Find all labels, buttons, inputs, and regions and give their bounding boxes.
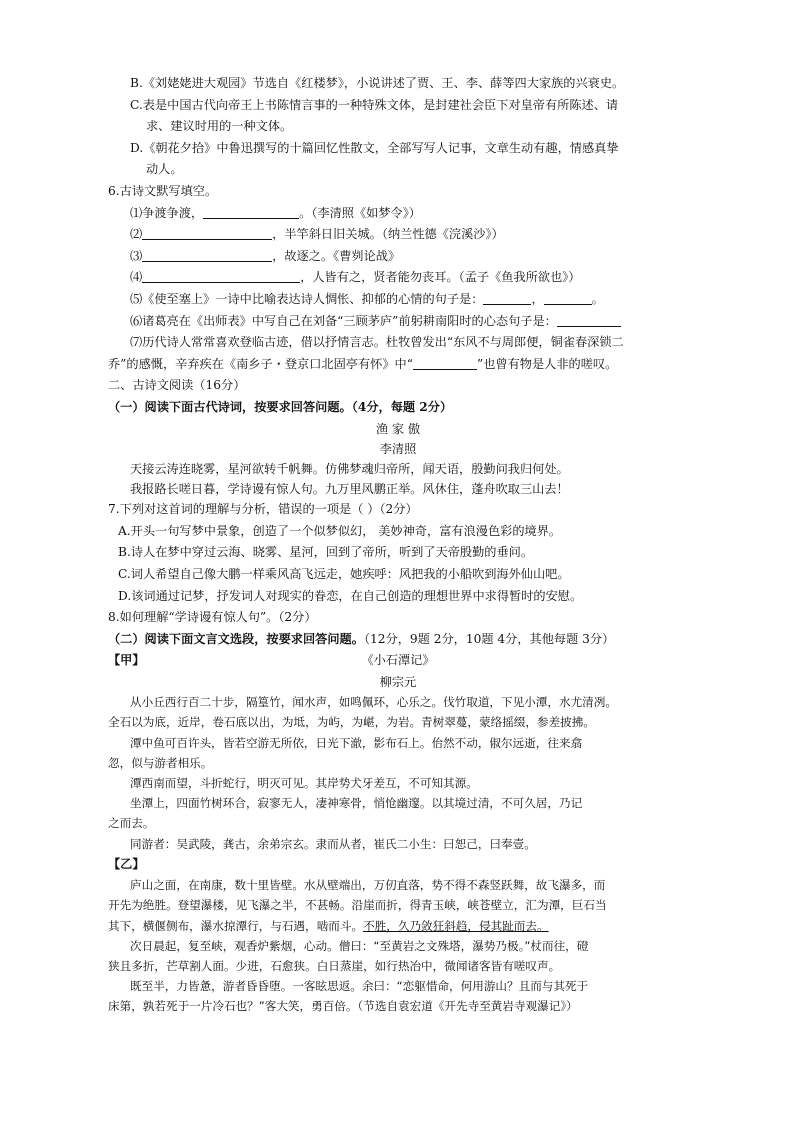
passage-jia-para-2-cont: 忽，似与游者相乐。 <box>108 755 213 770</box>
q5-option-c-cont: 求、建议时用的一种文体。 <box>146 119 293 134</box>
q6-title: 6.古诗文默写填空。 <box>108 183 218 198</box>
q5-option-b: B.《刘姥姥进大观园》节选自《红楼梦》，小说讲述了贾、王、李、薛等四大家族的兴衰史。 <box>130 76 625 90</box>
answer-blank[interactable] <box>142 247 272 262</box>
passage-jia-para-4: 坐潭上，四面竹树环合，寂寥无人，凄神寒骨，悄怆幽邃。以其境过清，不可久居，乃记 <box>130 796 583 811</box>
q7-stem: 7.下列对这首词的理解与分析，错误的一项是（ ）（2分） <box>108 502 418 517</box>
answer-blank[interactable] <box>142 225 272 240</box>
part-1-title: （一）阅读下面古代诗词，按要求回答问题。（4分，每题 2分） <box>108 399 453 414</box>
passage-yi-para-1-cont: 开先为绝胜。登望瀑楼，见飞瀑之半，不甚畅。沿崖而折，得青玉峡，峡苍壁立，汇为潭，巨石当 <box>108 898 607 913</box>
passage-yi-para-1: 庐山之面，在南康，数十里皆壁。水从壁端出，万仞直落，势不得不森竖跃舞，故飞瀑多，而 <box>130 878 606 893</box>
poem-line-2: 我报路长嗟日暮，学诗谩有惊人句。九万里风鹏正举。风休住，蓬舟吹取三山去！ <box>130 482 569 497</box>
passage-yi-para-2: 次日晨起，复至峡，观香炉紫烟，心动。僧曰：“至黄岩之文殊塔，瀑势乃极。”杖而往，磴 <box>130 938 589 953</box>
q8-stem: 8.如何理解“学诗谩有惊人句”。（2分） <box>108 610 317 625</box>
passage-jia-para-2: 潭中鱼可百许头，皆若空游无所依，日光下澈，影布石上。佁然不动，俶尔远逝，往来翕 <box>130 735 583 750</box>
answer-blank[interactable] <box>557 312 621 327</box>
passage-jia-para-3: 潭西南而望，斗折蛇行，明灭可见。其岸势犬牙差互，不可知其源。 <box>130 775 478 790</box>
passage-jia-header <box>108 650 688 672</box>
q5-option-d: D.《朝花夕拾》中鲁迅撰写的十篇回忆性散文，全部写写人记事，文章生动有趣，情感真挚 <box>130 140 619 155</box>
q7-option-a: A.开头一句写梦中景象，创造了一个似梦似幻， 美妙神奇，富有浪漫色彩的境界。 <box>118 523 562 538</box>
passage-jia-title: 《小石潭记》 <box>361 653 435 668</box>
poem-title: 渔 家 傲 <box>375 421 421 436</box>
answer-blank[interactable] <box>544 290 592 305</box>
q5-option-d-cont: 动人。 <box>146 162 183 177</box>
passage-jia-para-1: 从小丘西行百二十步，隔篁竹，闻水声，如鸣佩环，心乐之。伐竹取道，下见小潭，水尤清冽。 <box>130 695 617 710</box>
q7-option-b: B.诗人在梦中穿过云海、晓雾、星河，回到了帝所，听到了天帝殷勤的垂问。 <box>118 545 534 560</box>
underlined-sentence: 不胜，久乃敛狂斜趋，侵其趾而去。 <box>363 918 549 933</box>
q6-item-2: ⑵ ，半竿斜日旧关城。（纳兰性德《浣溪沙》） <box>130 227 504 242</box>
document-body <box>108 73 688 1017</box>
answer-blank[interactable] <box>413 355 477 370</box>
q5-option-c: C.表是中国古代向帝王上书陈情言事的一种特殊文体，是封建社会臣下对皇帝有所陈述、请 <box>130 97 619 112</box>
q7-option-d: D.该词通过记梦，抒发词人对现实的眷恋，在自己创造的理想世界中求得暂时的安慰。 <box>118 588 583 603</box>
poem-line-1: 天接云涛连晓雾，星河欲转千帆舞。仿佛梦魂归帝所，闻天语，殷勤问我归何处。 <box>130 461 569 476</box>
answer-blank[interactable] <box>203 204 299 219</box>
passage-jia-para-1-cont: 全石以为底，近岸，卷石底以出，为坻，为屿，为嵁，为岩。青树翠蔓，蒙络摇缀，参差披拂。 <box>108 715 595 730</box>
passage-jia-para-5: 同游者：吴武陵，龚古，余弟宗玄。隶而从者，崔氏二小生：曰恕己，曰奉壹。 <box>130 836 536 851</box>
passage-yi-para-1-end: 其下，横偃侧布，瀑水掠潭行，与石遇，啮而斗。不胜，久乃敛狂斜趋，侵其趾而去。 <box>108 918 549 933</box>
passage-jia-para-4-cont: 之而去。 <box>108 816 155 831</box>
passage-yi-para-3-cont: 床第，孰若死于一片冷石也？”客大笑，勇百倍。（节选自袁宏道《开先寺至黄岩寺观瀑记》） <box>108 999 578 1014</box>
q6-item-4: ⑷ ，人皆有之，贤者能勿丧耳。（孟子《鱼我所欲也》） <box>130 270 581 285</box>
q6-item-7: ⑺历代诗人常常喜欢登临古迹，借以抒情言志。杜牧曾发出“东风不与周郎便，铜雀春深锁二 <box>130 335 624 350</box>
q6-item-3: ⑶ ，故逐之。《曹刿论战》 <box>130 248 401 263</box>
part-2-title: （二）阅读下面文言文选段，按要求回答问题。（12分，9题 2分，10题 4分，其他每题 3分） <box>108 631 615 646</box>
passage-jia-author: 柳宗元 <box>379 675 417 689</box>
q6-item-1: ⑴争渡争渡， 。（李清照《如梦令》） <box>130 205 421 220</box>
passage-yi-para-2-cont: 狭且多折，芒草割人面。少进，石愈狭。白日蒸崖，如行热冶中，微闻诸客皆有嗟叹声。 <box>108 959 561 974</box>
passage-yi-para-3: 既至半，力皆惫，游者昏昏堕。一客眩思返。余曰：“恋躯惜命，何用游山？且而与其死于 <box>130 979 589 994</box>
passage-yi-label: 【乙】 <box>108 856 145 871</box>
q6-item-5: ⑸《使至塞上》一诗中比喻表达诗人惆怅、抑郁的心情的句子是： ， 。 <box>130 291 604 306</box>
section-2-title: 二、古诗文阅读（16分） <box>108 378 246 393</box>
answer-blank[interactable] <box>483 290 531 305</box>
passage-jia-label: 【甲】 <box>108 653 145 668</box>
q6-item-6: ⑹诸葛亮在《出师表》中写自己在刘备“三顾茅庐”前躬耕南阳时的心态句子是： <box>108 311 688 333</box>
poem-author: 李清照 <box>379 441 417 456</box>
answer-blank[interactable] <box>142 268 300 283</box>
q6-item-7-cont: 乔”的感慨，辛弃疾在《南乡子・登京口北固亭有怀》中“ ”也曾有物是人非的嗟叹。 <box>108 356 618 371</box>
q7-option-c: C.词人希望自己像大鹏一样乘风高飞远走，她疾呼：风把我的小船吹到海外仙山吧。 <box>118 567 570 582</box>
